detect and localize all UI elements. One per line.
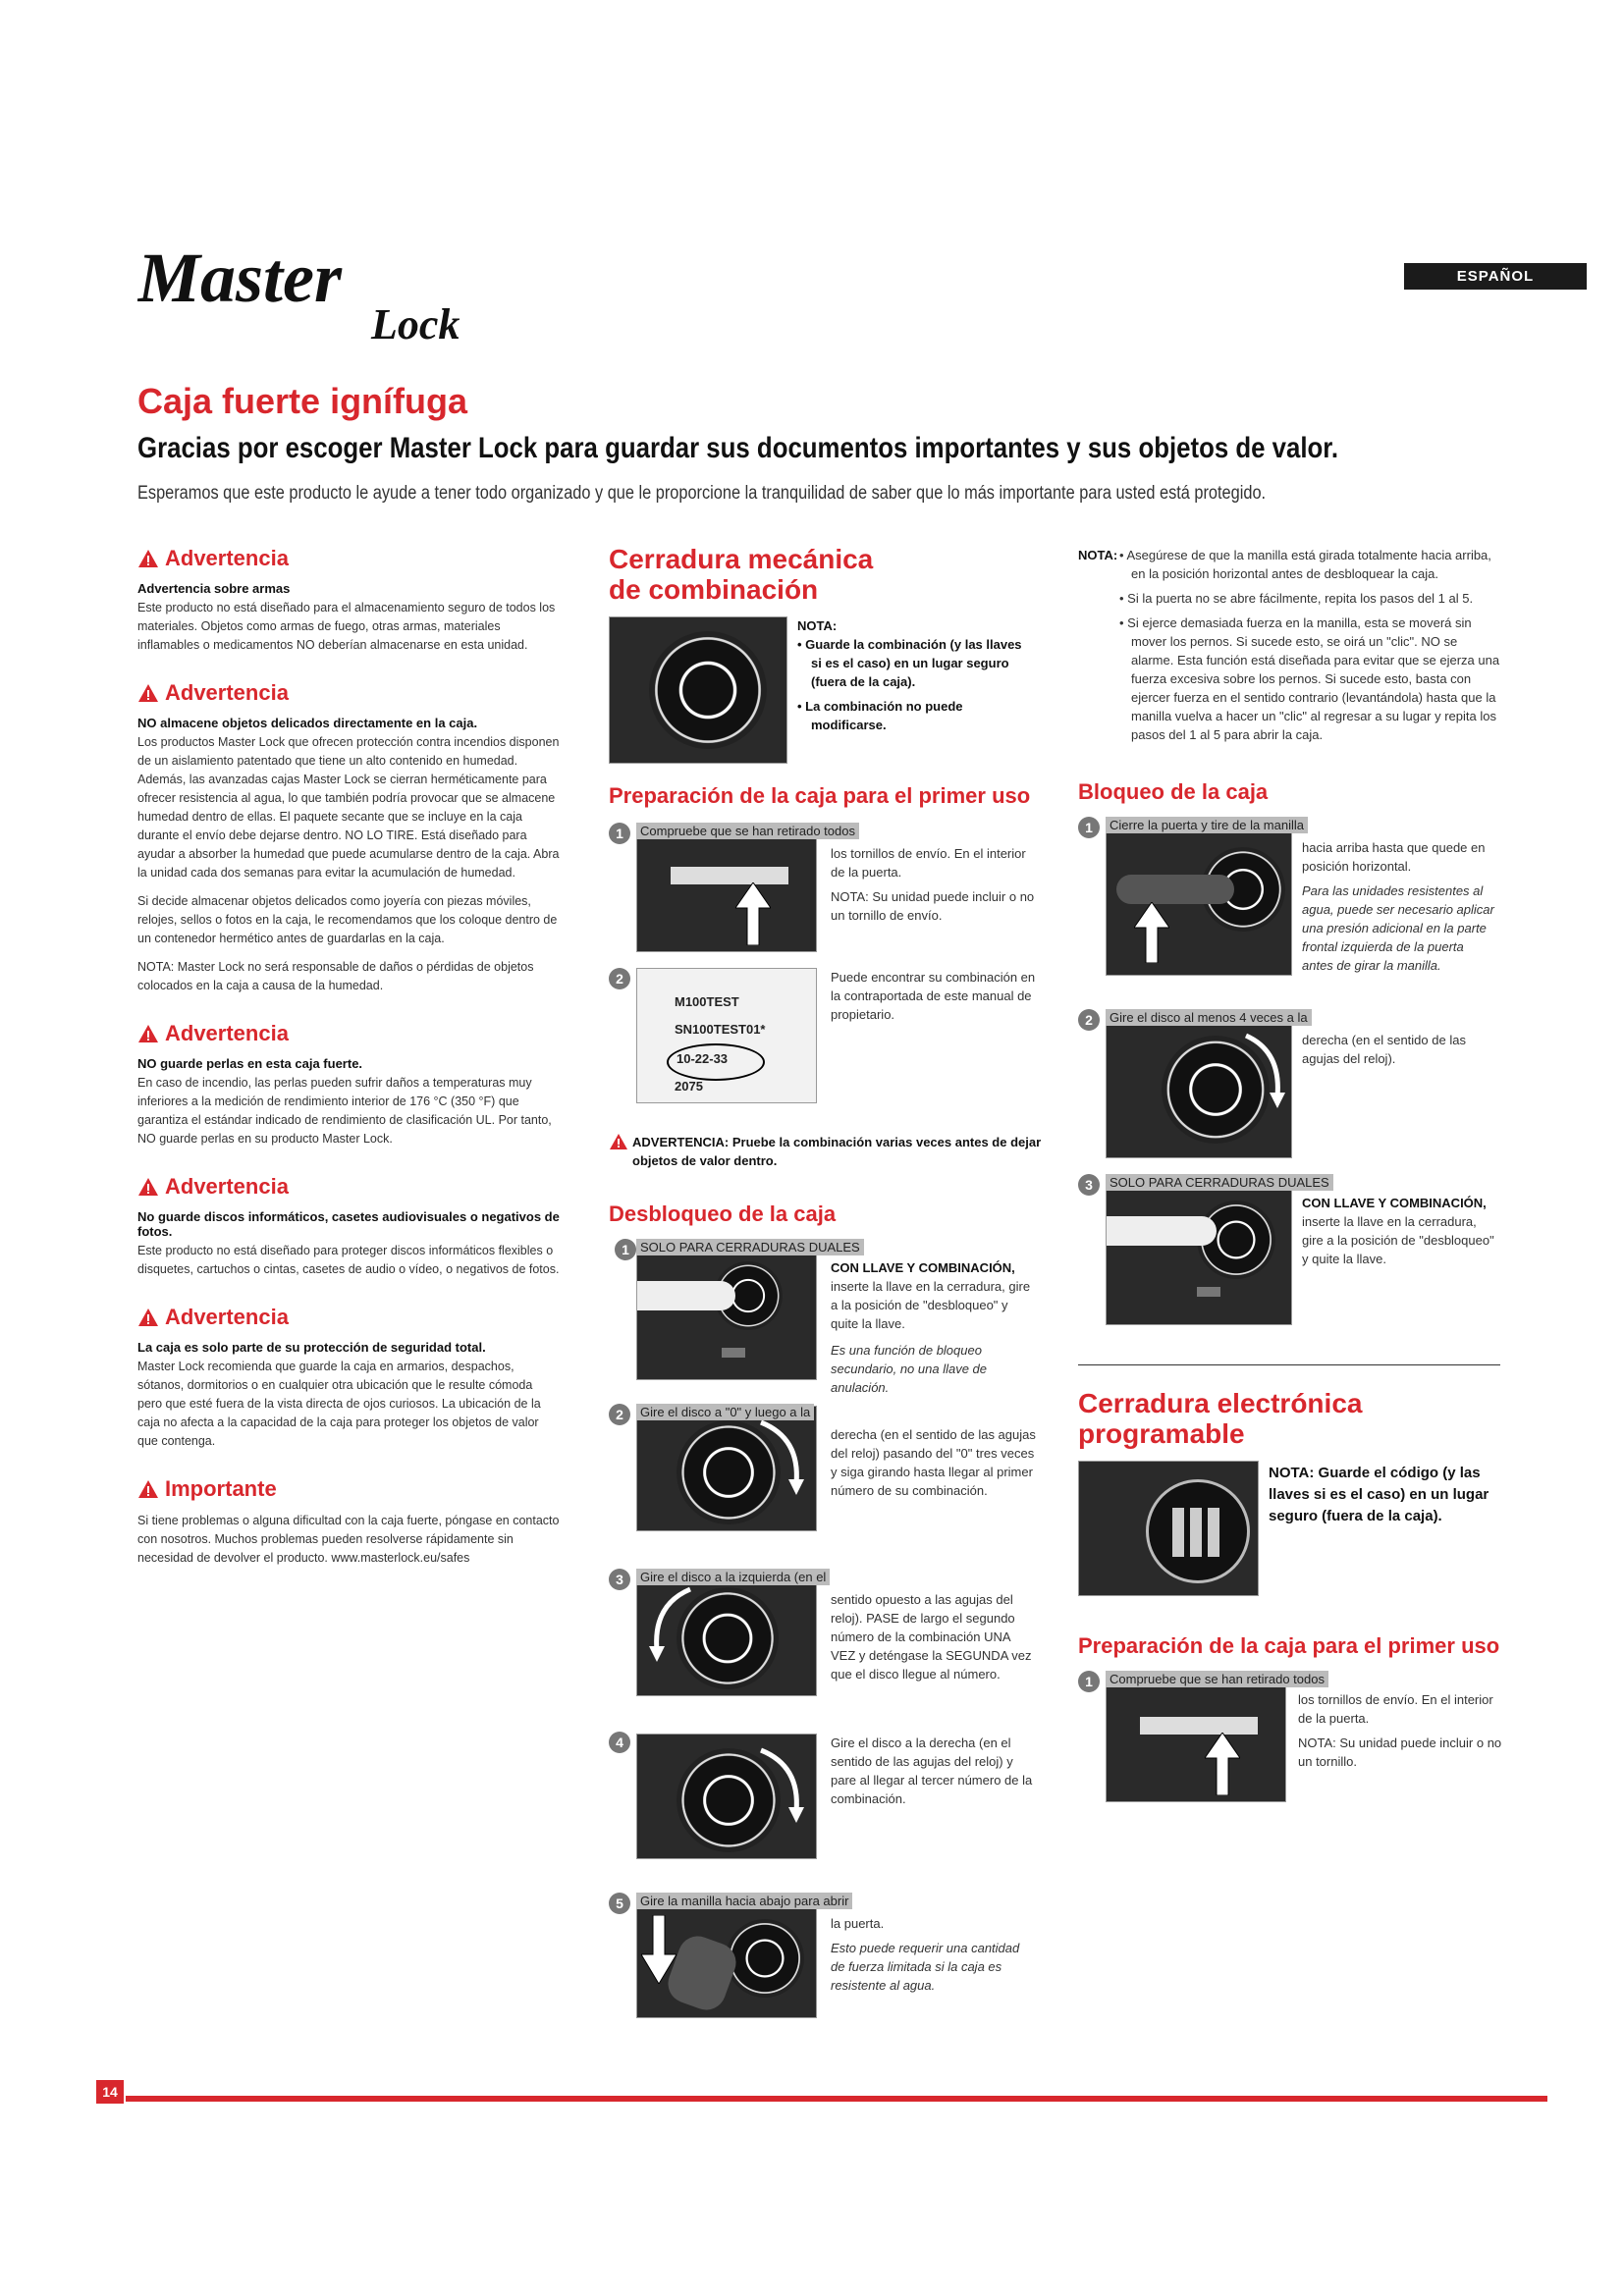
prep-1-caption: Compruebe que se han retirado todos: [636, 823, 859, 839]
step-2-badge: 2: [1078, 1009, 1100, 1031]
elec-prep-nota: NOTA: Su unidad puede incluir o no un tornillo.: [1298, 1735, 1502, 1769]
prep-photo-1: [636, 825, 817, 952]
prep-1-nota: NOTA: Su unidad puede incluir o no un tornillo de envío.: [831, 889, 1035, 923]
page-subtitle: Gracias por escoger Master Lock para guardar sus documentos importantes y sus objetos de valor.: [137, 432, 1339, 464]
page-number: 14: [96, 2080, 124, 2104]
mech-nota-label: NOTA:: [797, 618, 838, 633]
warning-text: NOTA: Master Lock no será responsable de daños o pérdidas de objetos colocados en la caja a causa de la humedad.: [137, 960, 534, 992]
label-model: M100TEST: [675, 994, 739, 1009]
step-1-badge: 1: [1078, 1671, 1100, 1692]
arrow-counterclockwise-icon: [645, 1585, 696, 1664]
lock-2-text: derecha (en el sentido de las agujas del reloj).: [1302, 1033, 1466, 1066]
unlock-3-caption: Gire el disco a la izquierda (en el: [636, 1569, 830, 1585]
warning-heading: Advertencia: [165, 1305, 289, 1329]
step-5-badge: 5: [609, 1893, 630, 1914]
label-serial: SN100TEST01*: [675, 1022, 766, 1037]
warning-heading: Advertencia: [165, 546, 289, 570]
warning-heading: Advertencia: [165, 1174, 289, 1199]
warning-icon: [137, 549, 159, 568]
arrow-clockwise-icon: [755, 1746, 810, 1825]
elec-prep-text: los tornillos de envío. En el interior de la puerta.: [1298, 1692, 1493, 1726]
unlock-heading: Desbloqueo de la caja: [609, 1201, 837, 1226]
warning-text: Master Lock recomienda que guarde la caja en armarios, despachos, sótanos, dormitorios o en cualquier otra ubicación que le resulte cómoda pero que esté fuera de la vista directa de ojos curiosos. La ubicación de la caja no afecta a la capacidad de la caja para proteger los objetos de valor que contenga.: [137, 1360, 541, 1448]
warning-heading: Advertencia: [165, 680, 289, 705]
lock-1-italic: Para las unidades resistentes al agua, puede ser necesario aplicar una presión adicional en la parte frontal izquierda de la puerta antes de girar la manilla.: [1302, 883, 1494, 973]
arrow-up-icon: [1205, 1733, 1240, 1795]
mech-dial-photo: [609, 616, 787, 764]
nota-item: Si ejerce demasiada fuerza en la manilla, esta se moverá sin mover los pernos. Si sucede esto, se oirá un "clic". NO se alarme. Esta función está diseñada para evitar que se ejerza una fuerza excesiva sobre los pernos. Si sucede esto, basta con ejercer fuerza en el sentido contrario (levantándola) hasta que la manilla vuelva a hacer un "clic" al regresar a su lugar y repita los pasos del 1 al 5 para abrir la caja.: [1127, 615, 1500, 742]
warning-subheading: NO guarde perlas en esta caja fuerte.: [137, 1056, 363, 1071]
language-badge: ESPAÑOL: [1404, 263, 1587, 290]
lock-3-text: inserte la llave en la cerradura, gire a la posición de "desbloqueo" y quite la llave.: [1302, 1214, 1494, 1266]
nota-item: Asegúrese de que la manilla está girada totalmente hacia arriba, en la posición horizontal antes de desbloquear la caja.: [1126, 548, 1491, 581]
mech-nota-1: Guarde la combinación (y las llaves si es el caso) en un lugar seguro (fuera de la caja).: [805, 637, 1022, 689]
unlock-2-text: derecha (en el sentido de las agujas del reloj) pasando del "0" tres veces y siga girando hasta llegar al primer número de su combinación.: [831, 1427, 1036, 1498]
nota-item: Si la puerta no se abre fácilmente, repita los pasos del 1 al 5.: [1127, 591, 1474, 606]
handle-icon: [1116, 875, 1234, 904]
lock-3-bold: CON LLAVE Y COMBINACIÓN,: [1302, 1196, 1487, 1210]
step-2-badge: 2: [609, 1404, 630, 1425]
keypad-icon: [1146, 1479, 1250, 1583]
mech-prep-heading: Preparación de la caja para el primer uso: [609, 783, 1031, 808]
unlock-photo-3: [636, 1571, 817, 1696]
warning-text: Si decide almacenar objetos delicados como joyería con piezas móviles, relojes, sellos o fotos en la caja, le recomendamos que los coloque dentro de un contenedor hermético antes de guardarlas en la caja.: [137, 894, 558, 945]
arrow-down-icon: [641, 1915, 677, 1984]
unlock-3-text: sentido opuesto a las agujas del reloj). PASE de largo el segundo número de la combinación UNA VEZ y deténgase la SEGUNDA vez que el disco llegue al número.: [831, 1592, 1032, 1682]
lock-2-caption: Gire el disco al menos 4 veces a la: [1106, 1009, 1312, 1026]
unlock-photo-2: [636, 1406, 817, 1531]
unlock-2-caption: Gire el disco a "0" y luego a la: [636, 1404, 814, 1420]
lock-photo-2: [1106, 1011, 1292, 1158]
warning-subheading: La caja es solo parte de su protección de seguridad total.: [137, 1340, 486, 1355]
step-2-badge: 2: [609, 968, 630, 989]
lock-photo-3: [1106, 1176, 1292, 1325]
warning-section: [137, 546, 560, 655]
step-1-badge: 1: [615, 1239, 636, 1260]
step-3-badge: 3: [609, 1569, 630, 1590]
unlock-5-caption: Gire la manilla hacia abajo para abrir: [636, 1893, 852, 1909]
key-icon: [722, 1348, 745, 1358]
page-title: Caja fuerte ignífuga: [137, 381, 468, 421]
dial-icon: [726, 1919, 804, 1998]
divider: [1078, 1364, 1500, 1365]
elec-prep-photo: [1106, 1673, 1286, 1802]
intro-text: Esperamos que este producto le ayude a tener todo organizado y que le proporcione la tranquilidad de saber que lo más importante para usted está protegido.: [137, 483, 1267, 504]
warning-icon: [137, 1479, 159, 1499]
unlock-4-text: Gire el disco a la derecha (en el sentido de las agujas del reloj) y pare al llegar al tercer número de la combinación.: [831, 1735, 1033, 1806]
warning-subheading: Advertencia sobre armas: [137, 581, 291, 596]
nota-block: NOTA: • Asegúrese de que la manilla está girada totalmente hacia arriba, en la posición horizontal antes de desbloquear la caja. • Si la puerta no se abre fácilmente, repita los pasos del 1 al 5. • Si ejerce demasiada fuerza en la manilla, esta se moverá sin mover los pernos. Si sucede esto, se oirá un "clic". NO se alarme. Esta función está diseñada para evitar que se ejerza una fuerza excesiva sobre los pernos. Si sucede esto, basta con ejercer fuerza en el sentido contrario (levantándola) hasta que la manilla vuelva a hacer un "clic" al regresar a su lugar y repita los pasos del 1 al 5 para abrir la caja.: [1078, 548, 1500, 742]
warning-icon: [137, 683, 159, 703]
unlock-1-italic: Es una función de bloqueo secundario, no una llave de anulación.: [831, 1343, 988, 1395]
warning-text: En caso de incendio, las perlas pueden sufrir daños a temperaturas muy inferiores a la medición de rendimiento interior de 176 °C (350 °F) que garantiza el estándar indicado de rendimiento de clasificación UL. Por tanto, NO guarde perlas en su producto Master Lock.: [137, 1076, 552, 1146]
footer-bar: [126, 2096, 1547, 2102]
mech-nota-2: La combinación no puede modificarse.: [805, 699, 963, 732]
warning-icon: [137, 1177, 159, 1197]
prep-2-text: Puede encontrar su combinación en la contraportada de este manual de propietario.: [831, 970, 1036, 1022]
lock-heading: Bloqueo de la caja: [1078, 779, 1269, 804]
mech-heading: Cerradura mecánica de combinación: [609, 544, 874, 605]
elec-nota: NOTA: Guarde el código (y las llaves si es el caso) en un lugar seguro (fuera de la caja).: [1269, 1465, 1489, 1524]
keypad-photo: [1078, 1461, 1259, 1596]
warning-section: [137, 680, 560, 995]
lock-3-caption: SOLO PARA CERRADURAS DUALES: [1106, 1174, 1333, 1191]
logo-text-lock: Lock: [371, 300, 460, 348]
unlock-photo-1: [636, 1241, 817, 1380]
unlock-5-italic: Esto puede requerir una cantidad de fuerza limitada si la caja es resistente al agua.: [831, 1941, 1020, 1993]
combination-label-photo: [636, 968, 817, 1103]
unlock-1-text: inserte la llave en la cerradura, gire a la posición de "desbloqueo" y quite la llave.: [831, 1279, 1031, 1331]
warning-icon: [137, 1024, 159, 1043]
col3-nota-label: NOTA:: [1078, 548, 1118, 562]
dial-icon: [649, 631, 767, 749]
warning-text: Los productos Master Lock que ofrecen protección contra incendios disponen de un aislamiento patentado que tiene un alto contenido en humedad. Además, las avanzadas cajas Master Lock se cierran herméticamente para ofrecer resistencia al agua, lo que también podría provocar que se almacene humedad dentro de ellas. El paquete secante que se incluye en la caja durante el envío debe dejarse dentro. NO LO TIRE. Está diseñado para ayudar a absorber la humedad que puede acumularse dentro de la caja. Abra la unidad cada dos semanas para evitar la acumulación de humedad.: [137, 735, 560, 880]
arrow-clockwise-icon: [1242, 1032, 1291, 1110]
important-section: [137, 1476, 560, 1568]
warning-text: Este producto no está diseñado para proteger discos informáticos flexibles o disquetes, cartuchos o cintas, casetes de audio o vídeo, o negativos de fotos.: [137, 1244, 560, 1276]
master-lock-logo: [137, 240, 511, 348]
label-combination: 10-22-33: [677, 1051, 729, 1066]
warning-section: [137, 1021, 560, 1148]
lock-1-text: hacia arriba hasta que quede en posición horizontal.: [1302, 840, 1486, 874]
warning-section: [137, 1305, 560, 1451]
warning-text: Este producto no está diseñado para el almacenamiento seguro de todos los materiales. Objetos como armas de fuego, otras armas, materiales inflamables o medicamentos NO deberían almacenarse en esta unidad.: [137, 601, 556, 652]
warning-icon: [609, 1133, 628, 1150]
unlock-1-caption: SOLO PARA CERRADURAS DUALES: [636, 1239, 864, 1255]
important-heading: Importante: [165, 1476, 277, 1501]
elec-heading: Cerradura electrónica programable: [1078, 1388, 1363, 1449]
arrow-up-icon: [1134, 902, 1169, 963]
important-text: Si tiene problemas o alguna dificultad con la caja fuerte, póngase en contacto con nosotros. Muchos problemas pueden resolverse rápidamente sin necesidad de devolver el producto. www.masterlock.eu/safes: [137, 1514, 560, 1565]
step-3-badge: 3: [1078, 1174, 1100, 1196]
unlock-5-text: la puerta.: [831, 1916, 885, 1931]
arrow-clockwise-icon: [755, 1418, 810, 1497]
warning-subheading: NO almacene objetos delicados directamente en la caja.: [137, 716, 478, 730]
warning-section: [137, 1174, 560, 1279]
arrow-up-icon: [735, 882, 771, 945]
lock-photo-1: [1106, 819, 1292, 976]
unlock-photo-5: [636, 1895, 817, 2018]
elec-prep-caption: Compruebe que se han retirado todos: [1106, 1671, 1328, 1687]
warning-subheading: No guarde discos informáticos, casetes audiovisuales o negativos de fotos.: [137, 1209, 560, 1239]
mech-warning: ADVERTENCIA: Pruebe la combinación varias veces antes de dejar objetos de valor dentro.: [632, 1135, 1042, 1168]
step-1-badge: 1: [1078, 817, 1100, 838]
unlock-photo-4: [636, 1734, 817, 1859]
key-icon: [1197, 1287, 1220, 1297]
warnings-column: [137, 546, 560, 1593]
unlock-1-bold: CON LLAVE Y COMBINACIÓN,: [831, 1260, 1015, 1275]
logo-text-master: Master: [137, 240, 343, 317]
lock-1-caption: Cierre la puerta y tire de la manilla: [1106, 817, 1308, 833]
label-code: 2075: [675, 1079, 703, 1094]
warning-heading: Advertencia: [165, 1021, 289, 1045]
warning-icon: [137, 1308, 159, 1327]
step-1-badge: 1: [609, 823, 630, 844]
elec-prep-heading: Preparación de la caja para el primer uso: [1078, 1633, 1500, 1658]
prep-1-text: los tornillos de envío. En el interior de la puerta.: [831, 846, 1026, 880]
step-4-badge: 4: [609, 1732, 630, 1753]
